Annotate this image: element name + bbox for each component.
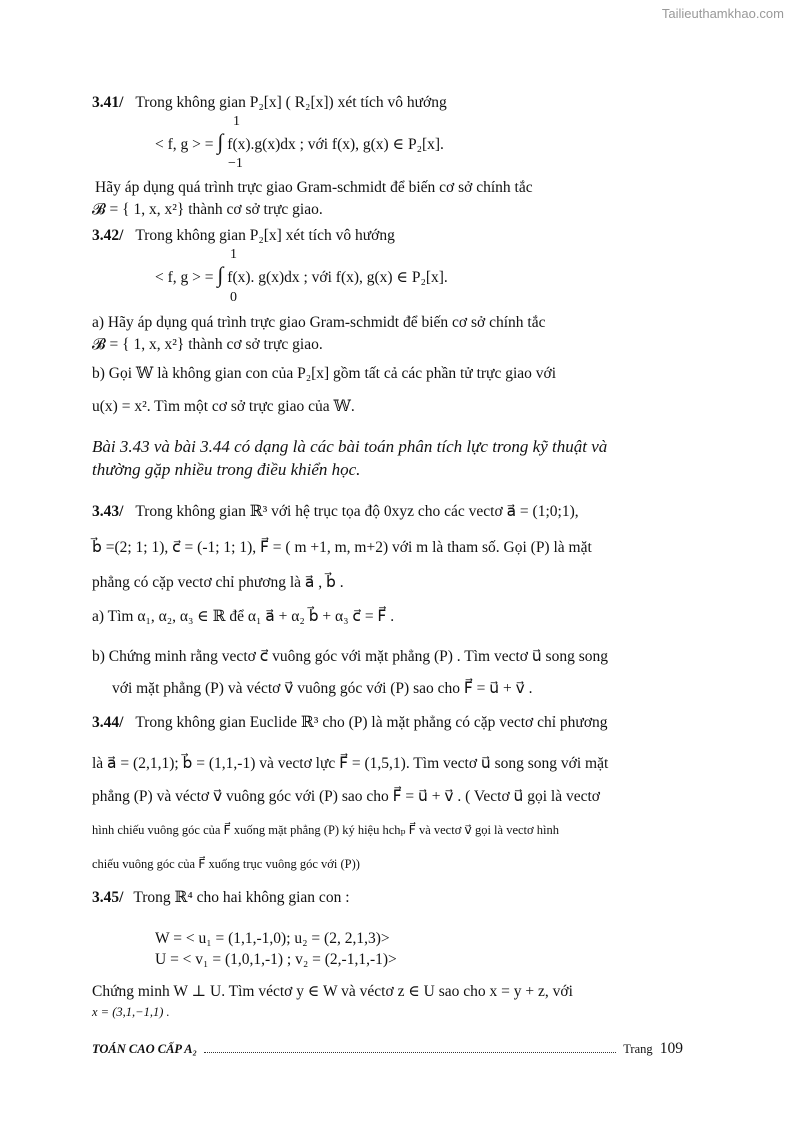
exercise-3-43-header	[92, 502, 579, 522]
exercise-text: Trong ℝ⁴ cho hai không gian con :	[133, 889, 350, 906]
integral-lower-limit: 0	[230, 290, 237, 305]
exercise-text: 𝓑 = { 1, x, x²} thành cơ sở trực giao.	[92, 201, 323, 218]
integral-upper-limit: 1	[230, 247, 237, 262]
exercise-text: phẳng (P) và véctơ v⃗ vuông góc với (P) sao cho F⃗ = u⃗ + v⃗ . ( Vectơ u⃗ gọi là vectơ	[92, 788, 600, 805]
exercise-text: là a⃗ = (2,1,1); b⃗ = (1,1,-1) và vectơ lực F⃗ = (1,5,1). Tìm vectơ u⃗ song song với mặt	[92, 755, 609, 772]
exercise-text: 𝓑 = { 1, x, x²} thành cơ sở trực giao.	[92, 336, 323, 353]
integral-lower-limit: −1	[228, 156, 243, 171]
exercise-text: Trong không gian P₂[x] ( R₂[x]) xét tích vô hướng	[135, 94, 447, 111]
exercise-text: hình chiếu vuông góc của F⃗ xuống mặt phẳng (P) ký hiệu hchₚ F⃗ và vectơ v⃗ gọi là vectơ hình	[92, 823, 559, 837]
exercise-number: 3.44/	[92, 714, 124, 731]
formula-rhs: f(x). g(x)dx ; với f(x), g(x) ∈ P₂[x].	[227, 269, 448, 286]
section-note: Bài 3.43 và bài 3.44 có dạng là các bài toán phân tích lực trong kỹ thuật và	[92, 437, 608, 456]
exercise-3-42-header	[92, 226, 395, 246]
footer-leader-dots	[204, 1052, 616, 1053]
exercise-text: Hãy áp dụng quá trình trực giao Gram-schmidt để biến cơ sở chính tắc	[95, 179, 533, 196]
exercise-text: b) Gọi 𝕎 là không gian con của P₂[x] gồm tất cả các phần tử trực giao với	[92, 365, 557, 382]
formula-lhs: < f, g > =	[155, 269, 214, 286]
watermark: Tailieuthamkhao.com	[661, 6, 784, 21]
formula-lhs: < f, g > =	[155, 136, 214, 153]
exercise-text: Trong không gian Euclide ℝ³ cho (P) là mặt phẳng có cặp vectơ chỉ phương	[135, 714, 608, 731]
footer-page-number: 109	[659, 1040, 684, 1057]
exercise-text: a) Hãy áp dụng quá trình trực giao Gram-schmidt để biến cơ sở chính tắc	[92, 314, 546, 331]
exercise-number: 3.42/	[92, 227, 124, 244]
exercise-number: 3.43/	[92, 503, 124, 520]
exercise-text: Trong không gian P₂[x] xét tích vô hướng	[135, 227, 395, 244]
exercise-text: Trong không gian ℝ³ với hệ trục tọa độ 0xyz cho các vectơ a⃗ = (1;0;1),	[135, 503, 579, 520]
subspace-W: W = < u₁ = (1,1,-1,0); u₂ = (2, 2,1,3)>	[155, 930, 390, 947]
exercise-text: chiếu vuông góc của F⃗ xuống trục vuông góc với (P))	[92, 857, 360, 871]
inner-product-formula	[155, 262, 448, 288]
exercise-text: phẳng có cặp vectơ chỉ phương là a⃗ , b⃗ .	[92, 574, 344, 591]
footer	[92, 1040, 682, 1058]
integral-sign-icon: ∫	[217, 129, 224, 154]
subspace-U: U = < v₁ = (1,0,1,-1) ; v₂ = (2,-1,1,-1)>	[155, 951, 397, 968]
inner-product-formula	[155, 129, 444, 155]
integral-sign-icon: ∫	[217, 262, 224, 287]
exercise-3-44-header	[92, 713, 608, 733]
exercise-text: b) Chứng minh rằng vectơ c⃗ vuông góc với mặt phẳng (P) . Tìm vectơ u⃗ song song	[92, 648, 608, 665]
exercise-3-45-header	[92, 888, 350, 908]
exercise-text: u(x) = x². Tìm một cơ sở trực giao của 𝕎.	[92, 398, 355, 415]
exercise-3-41-header	[92, 93, 447, 113]
exercise-number: 3.45/	[92, 889, 124, 906]
footer-title: TOÁN CAO CẤP A₂	[92, 1042, 197, 1056]
exercise-text: b⃗ =(2; 1; 1), c⃗ = (-1; 1; 1), F⃗ = ( m +1, m, m+2) với m là tham số. Gọi (P) là mặt	[92, 539, 592, 556]
exercise-text: x = (3,1,−1,1) .	[92, 1005, 170, 1019]
exercise-text: Chứng minh W ⊥ U. Tìm véctơ y ∈ W và véctơ z ∈ U sao cho x = y + z, với	[92, 983, 573, 1000]
formula-rhs: f(x).g(x)dx ; với f(x), g(x) ∈ P₂[x].	[227, 136, 444, 153]
exercise-text: với mặt phẳng (P) và véctơ v⃗ vuông góc với (P) sao cho F⃗ = u⃗ + v⃗ .	[112, 680, 533, 697]
footer-page-label: Trang	[623, 1042, 653, 1056]
section-note: thường gặp nhiều trong điều khiển học.	[92, 460, 361, 479]
exercise-number: 3.41/	[92, 94, 124, 111]
exercise-text: a) Tìm α₁, α₂, α₃ ∈ ℝ để α₁ a⃗ + α₂ b⃗ + α₃ c⃗ = F⃗ .	[92, 608, 395, 625]
integral-upper-limit: 1	[233, 114, 240, 129]
